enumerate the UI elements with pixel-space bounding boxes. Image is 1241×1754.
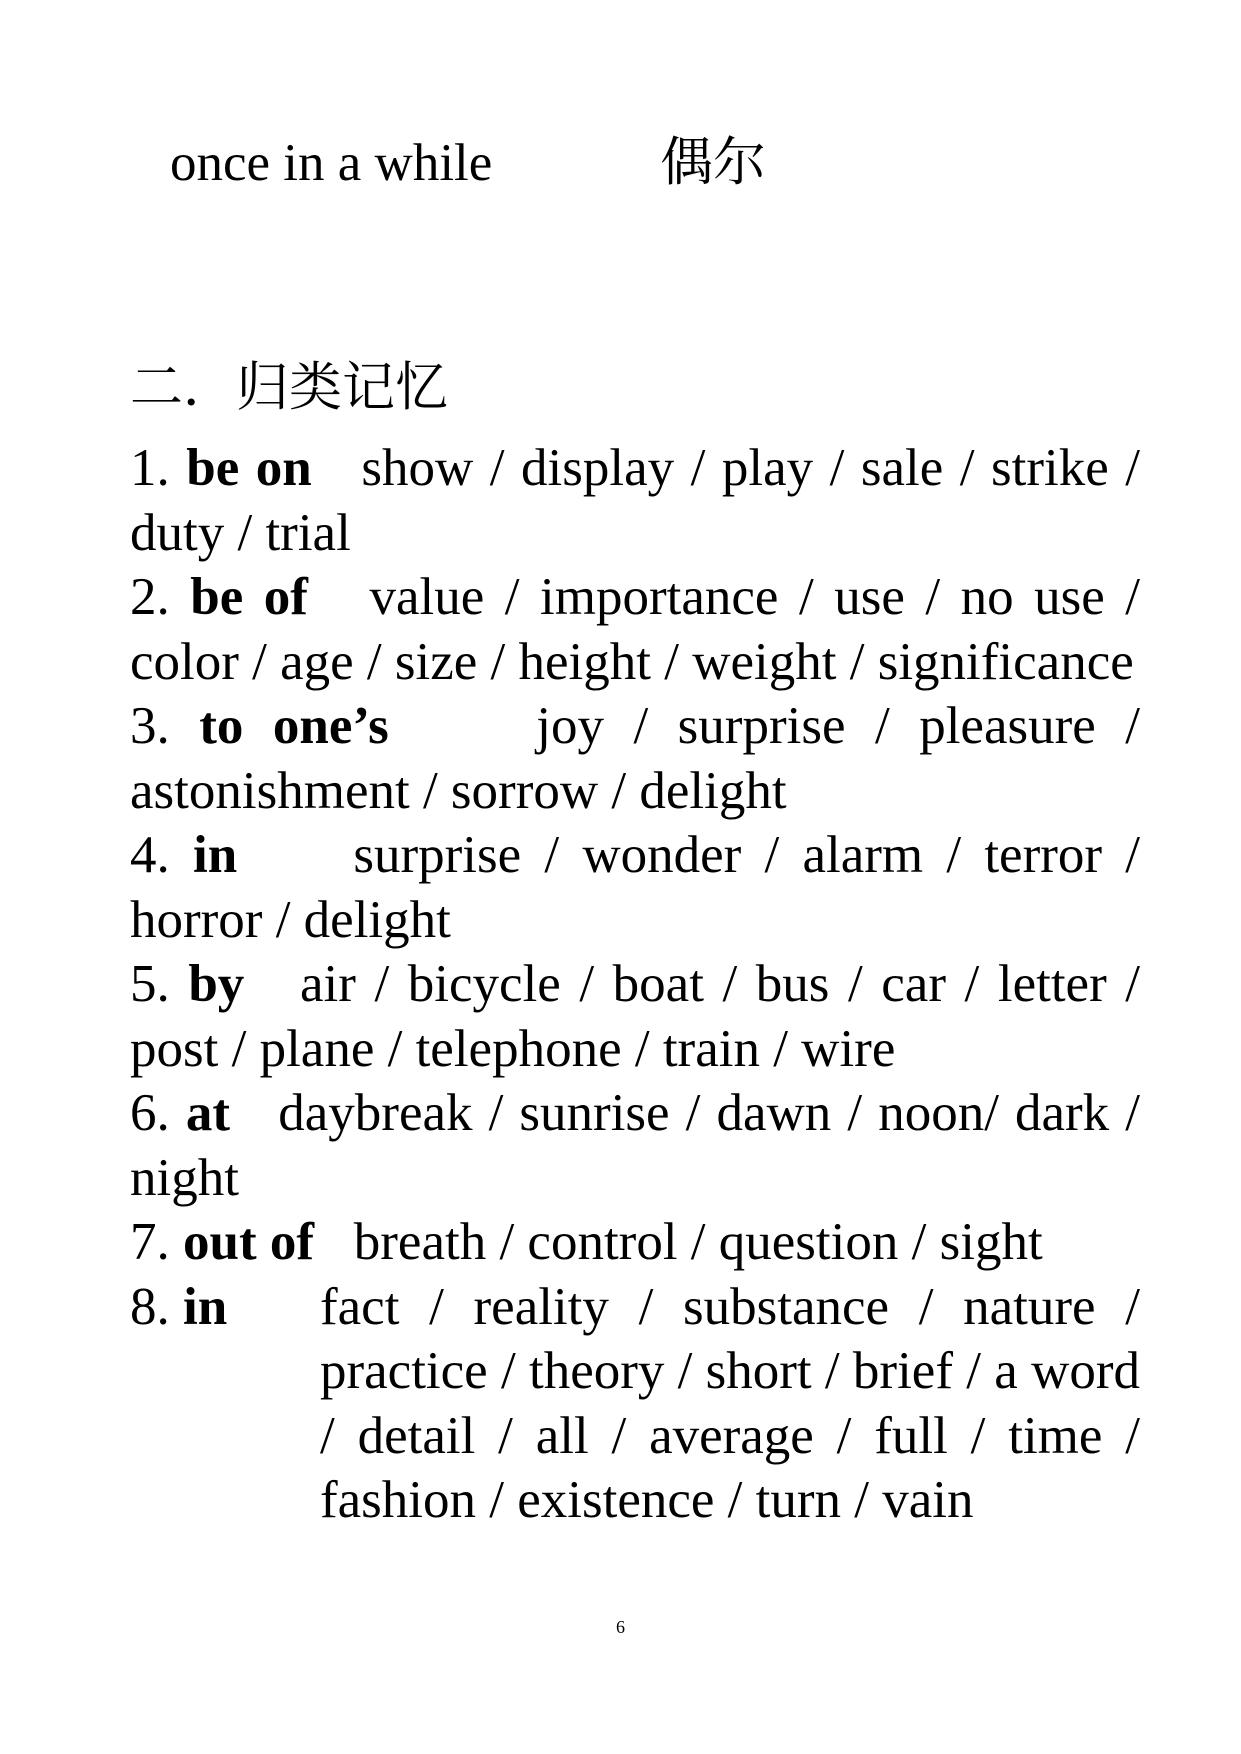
entry-words: surprise / wonder / alarm / terror / horror / delight: [130, 826, 1140, 949]
entry-number: 5.: [130, 955, 189, 1013]
entry-words: joy / surprise / pleasure / astonishment / sorrow / delight: [130, 697, 1140, 820]
section-heading: 二．归类记忆: [130, 357, 448, 418]
entry-5: [130, 952, 1140, 1081]
entry-words: value / importance / use / no use / color / age / size / height / weight / significance: [130, 568, 1141, 691]
entry-words: show / display / play / sale / strike / duty / trial: [130, 439, 1141, 562]
entry-number: 1.: [130, 439, 187, 497]
entry-words: breath / control / question / sight: [353, 1213, 1043, 1271]
phrase-meaning: 偶尔: [660, 132, 766, 193]
entry-3: [130, 694, 1140, 823]
entry-number: 2.: [130, 568, 191, 626]
entry-number: 4.: [130, 826, 193, 884]
entry-7: [130, 1210, 1140, 1275]
entry-keyword: out of: [183, 1213, 315, 1271]
entry-number: 7.: [130, 1213, 183, 1271]
phrase-line: [170, 130, 766, 196]
entry-number: 3.: [130, 697, 200, 755]
entry-words: fact / reality / substance / nature / practice / theory / short / brief / a word / detail / all / average / full / time / fashion / existence / turn / vain: [320, 1277, 1140, 1529]
entry-6: [130, 1081, 1140, 1210]
entry-keyword: at: [185, 1084, 230, 1142]
page-number: 6: [616, 1617, 625, 1637]
entry-keyword: in: [183, 1277, 228, 1336]
entry-list: [130, 436, 1140, 1533]
entry-keyword: in: [192, 826, 238, 884]
phrase-text: once in a while: [170, 134, 493, 192]
entry-head: [130, 1275, 227, 1340]
entry-1: [130, 436, 1140, 565]
entry-words: daybreak / sunrise / dawn / noon/ dark / night: [130, 1084, 1140, 1207]
entry-number: 8.: [130, 1277, 183, 1336]
entry-number: 6.: [130, 1084, 186, 1142]
entry-keyword: to one’s: [199, 697, 389, 755]
entry-8: [130, 1275, 1140, 1533]
entry-4: [130, 823, 1140, 952]
entry-2: [130, 565, 1140, 694]
entry-keyword: be on: [186, 439, 312, 497]
entry-words: air / bicycle / boat / bus / car / letter / post / plane / telephone / train / wire: [130, 955, 1141, 1078]
entry-keyword: be of: [190, 568, 308, 626]
entry-keyword: by: [188, 955, 245, 1013]
